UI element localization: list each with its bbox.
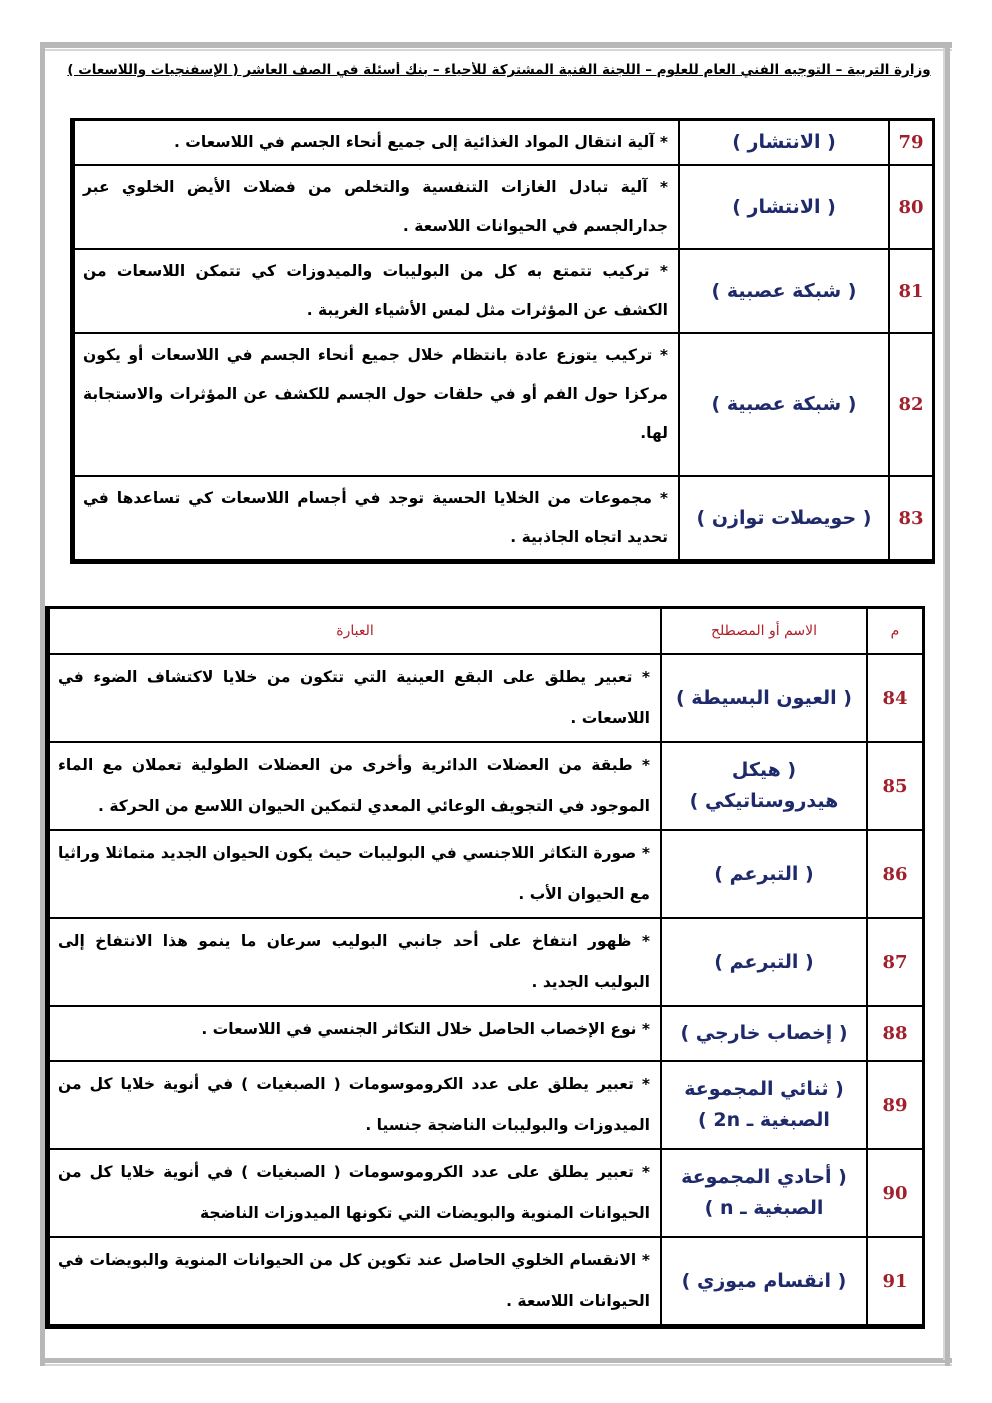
description-cell: * ظهور انتفاخ على أحد جانبي البوليب سرعان ما ينمو هذا الانتفاخ إلى البوليب الجديد . — [50, 919, 660, 1007]
term-cell: ( العيون البسيطة ) — [660, 655, 866, 743]
page-border-right-inner — [943, 48, 945, 1360]
table-row — [50, 1007, 922, 1062]
row-number: 86 — [866, 831, 922, 919]
row-number: 85 — [866, 743, 922, 831]
row-number: 90 — [866, 1150, 922, 1238]
table-row — [50, 1062, 922, 1150]
row-number: 87 — [866, 919, 922, 1007]
page-border-right — [945, 42, 950, 1366]
description-cell: * صورة التكاثر اللاجنسي في البوليبات حيث يكون الحيوان الجديد متماثلا وراثيا مع الحيوان الأب . — [50, 831, 660, 919]
description-cell: * تعبير يطلق على البقع العينية التي تتكون من خلايا لاكتشاف الضوء في اللاسعات . — [50, 655, 660, 743]
description-cell: * الانقسام الخلوي الحاصل عند تكوين كل من الحيوانات المنوية والبويضات في الحيوانات اللاسعة . — [58, 1251, 650, 1310]
description-cell: * تركيب يتوزع عادة بانتظام خلال جميع أنحاء الجسم في اللاسعات أو يكون مركزا حول الفم أو في حلقات حول الجسم للكشف عن المؤثرات والاستجابة لها. — [75, 334, 678, 477]
page-border-bottom — [40, 1358, 952, 1363]
term-cell: ( شبكة عصبية ) — [678, 334, 888, 477]
row-number: 82 — [888, 334, 932, 477]
term-cell: ( الانتشار ) — [678, 166, 888, 250]
term-cell: ( شبكة عصبية ) — [678, 250, 888, 334]
table-row — [50, 1238, 922, 1324]
term-cell: ( أحادي المجموعة الصبغية ـ n ) — [660, 1150, 866, 1238]
row-number: 91 — [866, 1238, 922, 1324]
description-cell: * تركيب تتمتع به كل من البوليبات والميدوزات كي تتمكن اللاسعات من الكشف عن المؤثرات مثل لمس الأشياء الغريبة . — [75, 250, 678, 334]
table-header-row — [50, 609, 922, 655]
table-row — [75, 121, 932, 166]
table-row — [50, 1150, 922, 1238]
row-number: 84 — [866, 655, 922, 743]
term-cell: ( التبرعم ) — [660, 831, 866, 919]
page-border-top — [40, 42, 952, 48]
description-cell: * نوع الإخصاب الحاصل خلال التكاثر الجنسي في اللاسعات . — [50, 1007, 660, 1062]
header-description: العبارة — [50, 609, 660, 655]
term-cell: ( ثنائي المجموعة الصبغية ـ 2n ) — [660, 1062, 866, 1150]
table-row — [75, 477, 932, 559]
page-border-top-inner — [40, 49, 952, 51]
description-cell: * تعبير يطلق على عدد الكروموسومات ( الصبغيات ) في أنوية خلايا كل من الميدوزات والبوليبات الناضجة جنسيا . — [50, 1062, 660, 1150]
table-row — [50, 831, 922, 919]
row-number: 89 — [866, 1062, 922, 1150]
row-number: 88 — [866, 1007, 922, 1062]
description-cell: * مجموعات من الخلايا الحسية توجد في أجسام اللاسعات كي تساعدها في تحديد اتجاه الجاذبية . — [83, 489, 668, 546]
term-cell: ( التبرعم ) — [660, 919, 866, 1007]
page-header: وزارة التربية – التوجيه الفني العام للعلوم – اللجنة الفنية المشتركة للأحياء – بنك أسئلة في الصف العاشر ( الإسفنجيات واللاسعات ) — [67, 62, 931, 78]
table-row — [75, 250, 932, 334]
header-number: م — [866, 609, 922, 655]
row-number: 80 — [888, 166, 932, 250]
table-row — [75, 334, 932, 477]
table-row — [75, 166, 932, 250]
table-row — [50, 655, 922, 743]
header-term: الاسم أو المصطلح — [660, 609, 866, 655]
description-cell: * آلية انتقال المواد الغذائية إلى جميع أنحاء الجسم في اللاسعات . — [75, 121, 678, 166]
term-cell: ( انقسام ميوزي ) — [660, 1238, 866, 1324]
term-cell: ( هيكل هيدروستاتيكي ) — [660, 743, 866, 831]
term-cell: ( إخصاب خارجي ) — [660, 1007, 866, 1062]
description-cell: * تعبير يطلق على عدد الكروموسومات ( الصبغيات ) في أنوية خلايا كل من الحيوانات المنوية والبويضات التي تكونها الميدوزات الناضجة — [50, 1150, 660, 1238]
description-cell: * طبقة من العضلات الدائرية وأخرى من العضلات الطولية تعملان مع الماء الموجود في التجويف الوعائي المعدي لتمكين الحيوان اللاسع من الحركة . — [50, 743, 660, 831]
table-row — [50, 919, 922, 1007]
page-border-bottom-inner — [40, 1364, 952, 1366]
row-number: 79 — [888, 121, 932, 166]
term-cell: ( حويصلات توازن ) — [678, 477, 888, 559]
terms-table-2 — [45, 606, 925, 1329]
table-row — [50, 743, 922, 831]
row-number: 83 — [888, 477, 932, 559]
term-cell: ( الانتشار ) — [678, 121, 888, 166]
description-cell: * آلية تبادل الغازات التنفسية والتخلص من فضلات الأيض الخلوي عبر جدارالجسم في الحيوانات اللاسعة . — [75, 166, 678, 250]
terms-table-1 — [70, 118, 935, 564]
row-number: 81 — [888, 250, 932, 334]
